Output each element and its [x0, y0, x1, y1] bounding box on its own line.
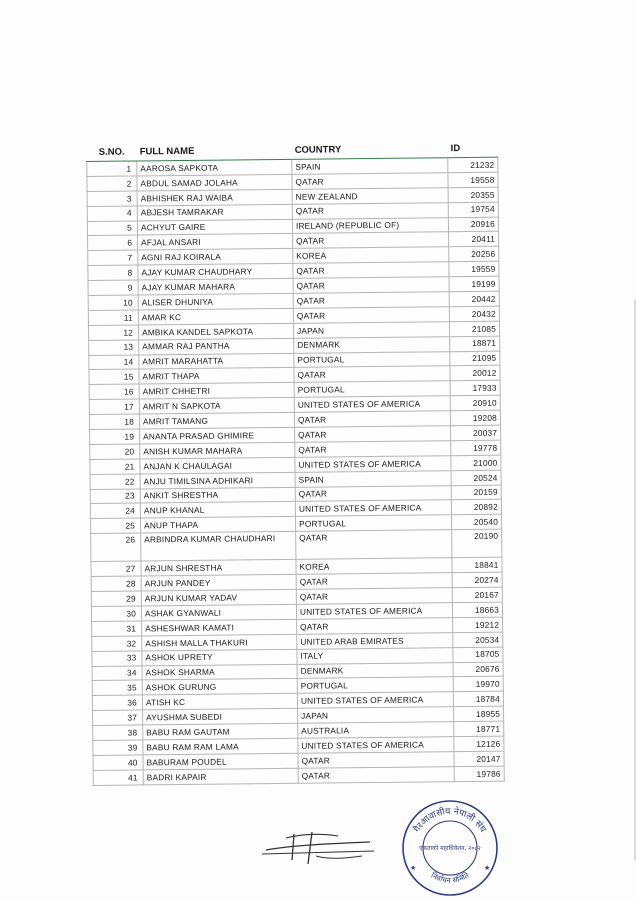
- row-full-name: BADRI KAPAIR: [143, 768, 298, 785]
- row-sno: 26: [91, 533, 141, 562]
- row-id: 19970: [453, 677, 503, 692]
- row-full-name: AAROSA SAPKOTA: [137, 159, 292, 176]
- row-id: 21085: [449, 321, 499, 336]
- row-full-name: BABURAM POUDEL: [143, 753, 298, 770]
- row-full-name: ASHAK GYANWALI: [141, 604, 296, 621]
- seal-inner-text: एकताको महाधिवेशन, २०८२: [419, 845, 481, 852]
- row-id: 20892: [451, 500, 501, 515]
- row-country: UNITED STATES OF AMERICA: [295, 500, 451, 517]
- row-id: 18871: [450, 336, 500, 351]
- row-sno: 11: [88, 310, 138, 325]
- row-country: QATAR: [295, 485, 451, 502]
- row-country: QATAR: [294, 411, 450, 428]
- row-sno: 9: [88, 280, 138, 295]
- row-sno: 32: [92, 636, 142, 651]
- row-sno: 17: [89, 399, 139, 414]
- row-id: 19559: [449, 261, 499, 276]
- row-country: QATAR: [293, 292, 449, 309]
- row-full-name: BABU RAM GAUTAM: [143, 723, 298, 740]
- row-id: 18663: [452, 602, 502, 617]
- row-sno: 3: [87, 191, 137, 206]
- row-full-name: ARJUN SHRESTHA: [141, 560, 296, 577]
- row-country: QATAR: [293, 277, 449, 294]
- row-country: PORTUGAL: [294, 351, 450, 368]
- row-sno: 19: [90, 429, 140, 444]
- row-sno: 41: [93, 770, 143, 785]
- row-country: QATAR: [293, 232, 449, 249]
- row-full-name: ASHOK GURUNG: [142, 679, 297, 696]
- row-full-name: ATISH KC: [142, 694, 297, 711]
- row-country: SPAIN: [292, 158, 448, 175]
- row-full-name: ANJU TIMILSINA ADHIKARI: [140, 472, 295, 489]
- svg-text:निर्वाचन समिति: [429, 870, 471, 885]
- row-id: 20411: [449, 232, 499, 247]
- row-id: 21095: [450, 351, 500, 366]
- row-sno: 21: [90, 459, 140, 474]
- row-country: QATAR: [296, 573, 452, 590]
- row-country: QATAR: [297, 618, 453, 635]
- row-id: 20524: [451, 470, 501, 485]
- row-id: 20167: [452, 587, 502, 602]
- row-sno: 25: [91, 518, 141, 533]
- row-full-name: ANANTA PRASAD GHIMIRE: [140, 427, 295, 444]
- row-country: UNITED ARAB EMIRATES: [297, 632, 453, 649]
- row-country: QATAR: [296, 530, 452, 560]
- row-full-name: BABU RAM RAM LAMA: [143, 738, 298, 755]
- row-id: 20442: [449, 291, 499, 306]
- row-country: IRELAND (REPUBLIC OF): [292, 217, 448, 234]
- row-sno: 38: [93, 725, 143, 740]
- row-country: JAPAN: [293, 322, 449, 339]
- row-country: JAPAN: [298, 707, 454, 724]
- row-sno: 5: [87, 221, 137, 236]
- seal-outer-text: गैरआवासीय नेपाली संघ: [412, 806, 488, 835]
- table-row: [93, 766, 504, 785]
- row-country: QATAR: [292, 202, 448, 219]
- row-sno: 4: [87, 206, 137, 221]
- row-id: 18841: [452, 557, 502, 572]
- row-id: 20676: [453, 662, 503, 677]
- row-full-name: AMMAR RAJ PANTHA: [139, 338, 294, 355]
- row-sno: 13: [89, 340, 139, 355]
- row-id: 18705: [453, 647, 503, 662]
- row-sno: 28: [91, 576, 141, 591]
- handwritten-signature: [258, 820, 378, 870]
- row-id: 19754: [448, 202, 498, 217]
- row-sno: 33: [92, 651, 142, 666]
- row-sno: 34: [92, 665, 142, 680]
- row-id: 20147: [454, 751, 504, 766]
- header-id: ID: [447, 132, 497, 158]
- row-id: 20012: [450, 366, 500, 381]
- row-full-name: ASHISH MALLA THAKURI: [142, 634, 297, 651]
- row-country: KOREA: [296, 558, 452, 575]
- row-id: 21000: [451, 455, 501, 470]
- row-id: 19208: [450, 410, 500, 425]
- row-sno: 10: [88, 295, 138, 310]
- row-country: ITALY: [297, 647, 453, 664]
- row-sno: 40: [93, 755, 143, 770]
- row-full-name: AJAY KUMAR CHAUDHARY: [138, 264, 293, 281]
- row-full-name: ABDUL SAMAD JOLAHA: [137, 174, 292, 191]
- header-full-name: FULL NAME: [136, 134, 291, 161]
- row-full-name: ANKIT SHRESTHA: [140, 487, 295, 504]
- row-sno: 20: [90, 444, 140, 459]
- row-country: QATAR: [295, 426, 451, 443]
- row-id: 18955: [453, 706, 503, 721]
- row-id: 18771: [454, 721, 504, 736]
- row-full-name: AMRIT N SAPKOTA: [139, 398, 294, 415]
- row-country: KOREA: [293, 247, 449, 264]
- header-sno: S.NO.: [86, 135, 136, 161]
- row-country: QATAR: [296, 588, 452, 605]
- row-full-name: AMRIT TAMANG: [139, 412, 294, 429]
- row-full-name: AJAY KUMAR MAHARA: [138, 278, 293, 295]
- row-sno: 31: [92, 621, 142, 636]
- row-sno: 2: [87, 176, 137, 191]
- row-full-name: AYUSHMA SUBEDI: [143, 708, 298, 725]
- row-id: 12126: [454, 736, 504, 751]
- row-id: 19212: [453, 617, 503, 632]
- row-full-name: ASHOK UPRETY: [142, 649, 297, 666]
- row-sno: 16: [89, 384, 139, 399]
- row-sno: 15: [89, 369, 139, 384]
- row-full-name: ARJUN PANDEY: [141, 574, 296, 591]
- row-sno: 35: [92, 680, 142, 695]
- header-country: COUNTRY: [291, 132, 447, 159]
- row-full-name: AMRIT CHHETRI: [139, 383, 294, 400]
- row-id: 20910: [450, 395, 500, 410]
- row-sno: 7: [88, 250, 138, 265]
- row-country: AUSTRALIA: [298, 722, 454, 739]
- row-full-name: ANISH KUMAR MAHARA: [140, 442, 295, 459]
- row-id: 19786: [454, 766, 504, 781]
- row-sno: 29: [91, 591, 141, 606]
- row-country: QATAR: [298, 752, 454, 769]
- row-id: 19199: [449, 276, 499, 291]
- row-id: 17933: [450, 381, 500, 396]
- row-full-name: ASHOK SHARMA: [142, 664, 297, 681]
- row-sno: 12: [88, 325, 138, 340]
- row-country: QATAR: [292, 173, 448, 190]
- row-id: 20274: [452, 572, 502, 587]
- row-country: UNITED STATES OF AMERICA: [295, 456, 451, 473]
- row-sno: 39: [93, 740, 143, 755]
- table-body: [87, 157, 505, 785]
- row-country: SPAIN: [295, 470, 451, 487]
- row-full-name: AGNI RAJ KOIRALA: [138, 249, 293, 266]
- row-id: 21232: [448, 157, 498, 172]
- row-country: NEW ZEALAND: [292, 187, 448, 204]
- row-id: 20916: [448, 217, 498, 232]
- row-id: 20190: [452, 529, 502, 558]
- row-id: 20037: [451, 425, 501, 440]
- row-full-name: ANUP KHANAL: [140, 502, 295, 519]
- row-sno: 23: [90, 489, 140, 504]
- row-full-name: AFJAL ANSARI: [138, 234, 293, 251]
- row-full-name: AMRIT THAPA: [139, 368, 294, 385]
- row-full-name: AMRIT MARAHATTA: [139, 353, 294, 370]
- row-country: QATAR: [298, 766, 454, 783]
- row-country: UNITED STATES OF AMERICA: [296, 603, 452, 620]
- seal-bottom-text: निर्वाचन समिति: [429, 870, 471, 885]
- row-sno: 14: [89, 355, 139, 370]
- row-sno: 8: [88, 265, 138, 280]
- row-id: 19558: [448, 172, 498, 187]
- row-country: UNITED STATES OF AMERICA: [298, 737, 454, 754]
- row-sno: 6: [88, 235, 138, 250]
- election-committee-seal: [400, 798, 500, 898]
- row-country: QATAR: [293, 307, 449, 324]
- row-country: QATAR: [293, 262, 449, 279]
- row-country: PORTUGAL: [295, 515, 451, 532]
- row-sno: 18: [89, 414, 139, 429]
- row-full-name: ALISER DHUNIYA: [138, 293, 293, 310]
- row-country: DENMARK: [294, 336, 450, 353]
- row-full-name: AMBIKA KANDEL SAPKOTA: [138, 323, 293, 340]
- row-full-name: ACHYUT GAIRE: [137, 219, 292, 236]
- row-id: 20534: [453, 632, 503, 647]
- row-id: 20432: [449, 306, 499, 321]
- row-country: PORTUGAL: [297, 677, 453, 694]
- row-id: 20256: [449, 247, 499, 262]
- row-full-name: ARJUN KUMAR YADAV: [141, 589, 296, 606]
- row-sno: 37: [93, 710, 143, 725]
- row-full-name: ABJESH TAMRAKAR: [137, 204, 292, 221]
- row-sno: 22: [90, 474, 140, 489]
- row-id: 20159: [451, 485, 501, 500]
- row-sno: 1: [87, 161, 137, 176]
- table-row: [91, 529, 502, 561]
- seal-star-icon: ★: [484, 865, 491, 872]
- member-list-table-container: [86, 132, 504, 786]
- row-country: UNITED STATES OF AMERICA: [294, 396, 450, 413]
- row-country: QATAR: [295, 441, 451, 458]
- row-country: QATAR: [294, 366, 450, 383]
- row-id: 18784: [453, 691, 503, 706]
- row-sno: 24: [90, 503, 140, 518]
- row-full-name: AMAR KC: [138, 308, 293, 325]
- row-full-name: ANUP THAPA: [141, 517, 296, 534]
- seal-star-icon: ★: [410, 865, 417, 872]
- row-id: 20540: [451, 515, 501, 530]
- row-full-name: ASHESHWAR KAMATI: [142, 619, 297, 636]
- row-id: 19778: [451, 440, 501, 455]
- row-country: DENMARK: [297, 662, 453, 679]
- row-full-name: ARBINDRA KUMAR CHAUDHARI: [141, 532, 296, 562]
- row-sno: 30: [91, 606, 141, 621]
- row-country: PORTUGAL: [294, 381, 450, 398]
- row-sno: 27: [91, 561, 141, 576]
- row-country: UNITED STATES OF AMERICA: [297, 692, 453, 709]
- row-full-name: ANJAN K CHAULAGAI: [140, 457, 295, 474]
- row-sno: 36: [92, 695, 142, 710]
- member-list-table: [86, 132, 505, 786]
- row-id: 20355: [448, 187, 498, 202]
- row-full-name: ABHISHEK RAJ WAIBA: [137, 189, 292, 206]
